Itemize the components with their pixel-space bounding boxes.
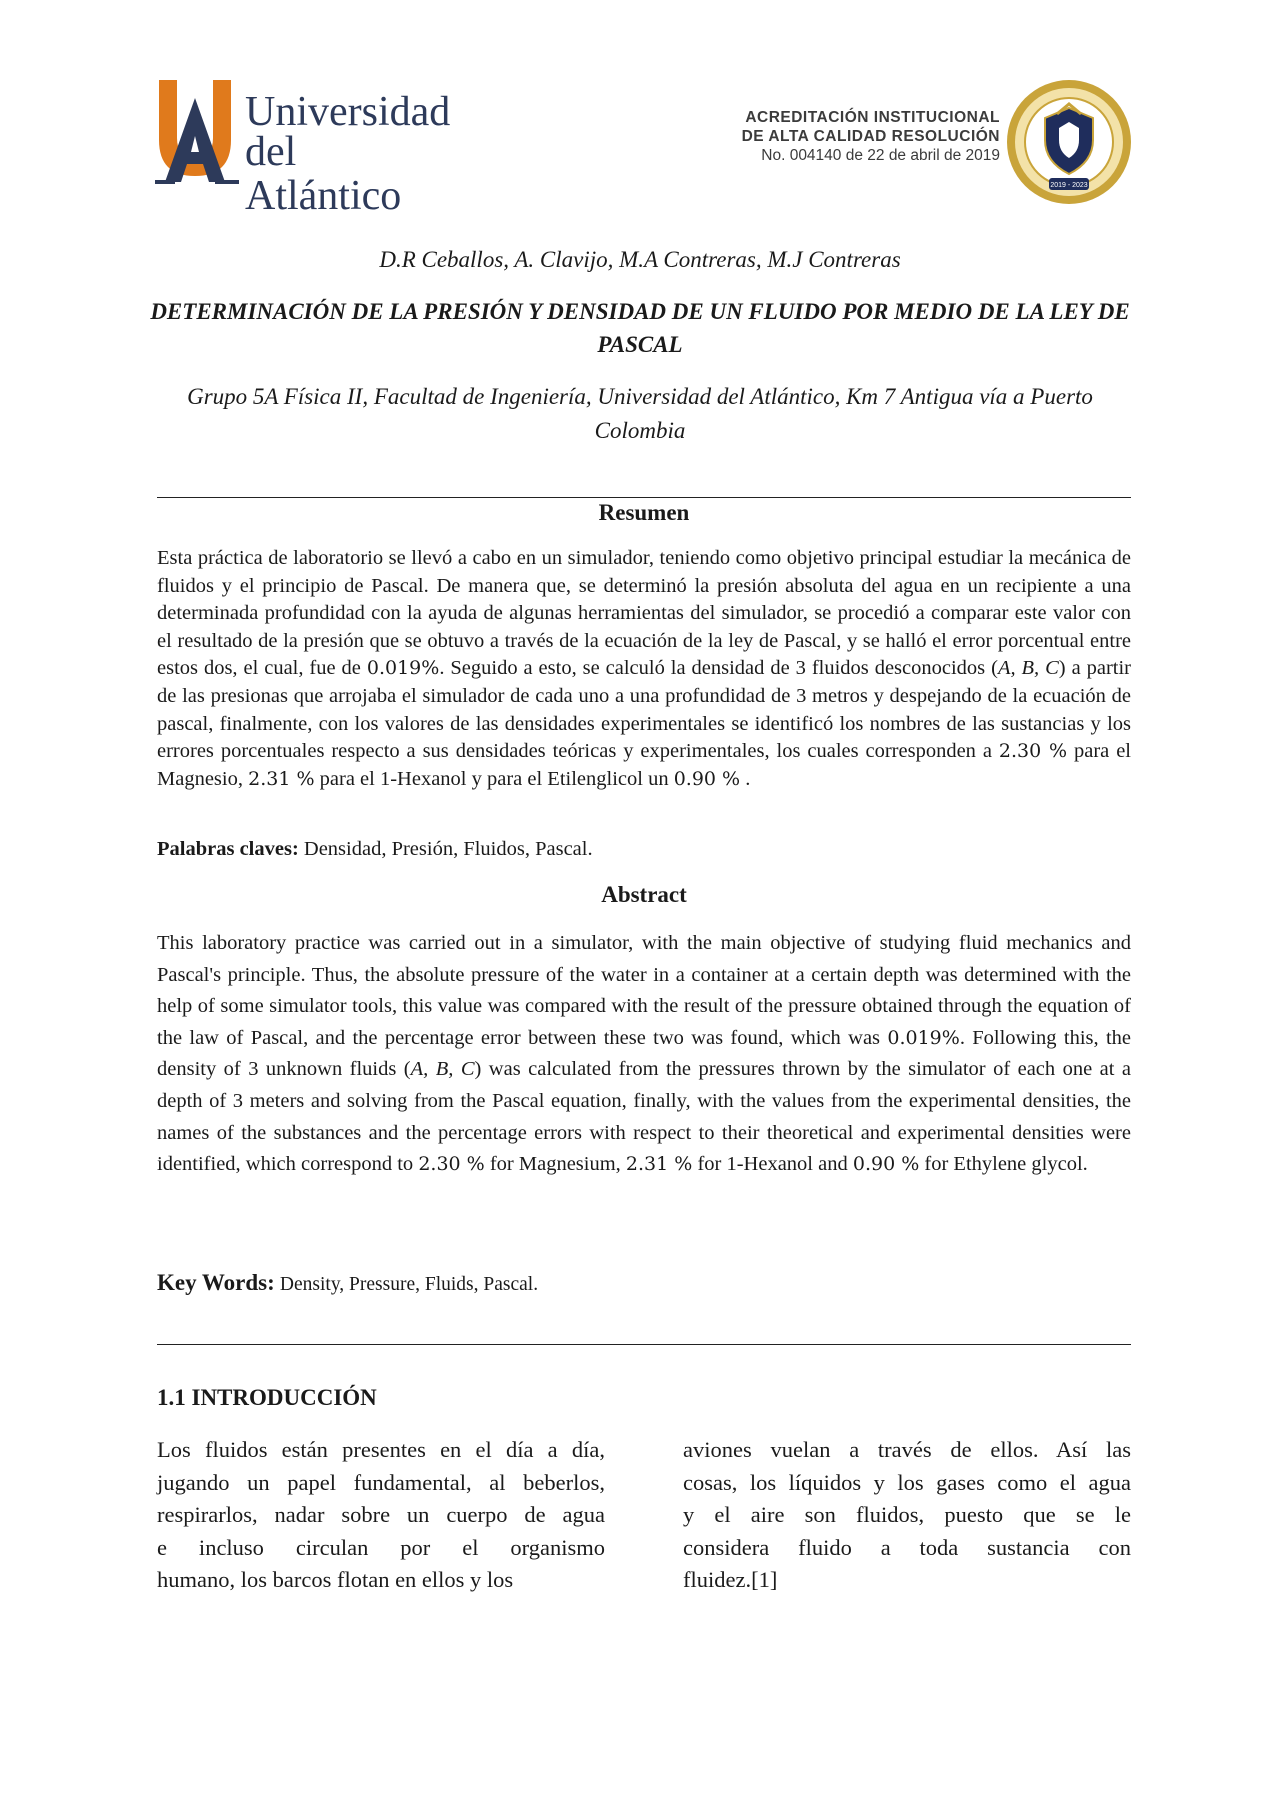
accreditation-line1: ACREDITACIÓN INSTITUCIONAL: [745, 109, 1000, 126]
abstract-err-2: 2.31 %: [625, 1153, 693, 1176]
resumen-text: Esta práctica de laboratorio se llevó a cabo en un simulador, teniendo como objetivo principal estudiar la mecánica de fluidos y el principio de Pascal. De manera que, se determinó la presión absoluta del agua en un recipiente a una determinada profundidad con la ayuda de algunas herramientas del simulador, se procedió a comparar este valor con el resultado de la presión que se obtuvo a través de la ecuación de la ley de Pascal, y se halló el error porcentual entre estos dos, el cual, fue de 0.019%. Seguido a esto, se calculó la densidad de 3 fluidos desconocidos (A, B, C) a partir de las presionas que arrojaba el simulador de cada uno a una profundidad de 3 metros y despejando de la ecuación de pascal, finalmente, con los valores de las densidades experimentales se identificó los nombres de las sustancias y los errores porcentuales respecto a sus densidades teóricas y experimentales, los cuales corresponden a 2.30 % para el Magnesio, 2.31 % para el 1-Hexanol y para el Etilenglicol un 0.90 % .: [157, 547, 1131, 790]
keywords-values: Densidad, Presión, Fluidos, Pascal.: [303, 838, 593, 860]
introduction-column-left: [157, 1434, 605, 1597]
accreditation-block: [700, 108, 1000, 165]
accreditation-line2: DE ALTA CALIDAD RESOLUCIÓN: [741, 128, 1000, 145]
accreditation-line3: No. 004140 de 22 de abril de 2019: [761, 147, 1000, 164]
key-words-label: Key Words:: [157, 1270, 275, 1295]
authors: D.R Ceballos, A. Clavijo, M.A Contreras, M.J Contreras: [379, 247, 901, 272]
intro-left-line: respirarlos, nadar sobre un cuerpo de agua: [157, 1502, 605, 1527]
key-words-values: Density, Pressure, Fluids, Pascal.: [279, 1274, 539, 1295]
resumen-err-1: 2.30 %: [998, 740, 1068, 763]
intro-left-line: e incluso circulan por el organismo: [157, 1534, 605, 1560]
abstract-text: This laboratory practice was carried out in a simulator, with the main objective of studying fluid mechanics and Pascal's principle. Thus, the absolute pressure of the water in a container at a certain depth was determined with the help of some simulator tools, this value was compared with the result of the pressure obtained through the equation of the law of Pascal, and the percentage error between these two was found, which was 0.019%. Following this, the density of 3 unknown fluids (A, B, C) was calculated from the pressures thrown by the simulator of each one at a depth of 3 meters and solving from the Pascal equation, finally, with the values from the experimental densities, the names of the substances and the percentage errors with respect to their theoretical and experimental densities were identified, which correspond to 2.30 % for Magnesium, 2.31 % for 1-Hexanol and 0.90 % for Ethylene glycol.: [157, 932, 1131, 1176]
intro-right-line: considera fluido a toda sustancia con: [683, 1534, 1131, 1560]
resumen-heading: Resumen: [598, 500, 690, 525]
divider-bottom: [157, 1344, 1131, 1345]
seal-years: 2019 - 2023: [1050, 182, 1088, 189]
logo-text-line2: del Atlántico: [245, 129, 402, 219]
intro-right-line: y el aire son fluidos, puesto que se le: [683, 1502, 1131, 1527]
resumen-err-3: 0.90 %: [673, 767, 741, 790]
resumen-fluids: A, B, C: [997, 657, 1059, 680]
paper-title: DETERMINACIÓN DE LA PRESIÓN Y DENSIDAD DE UN FLUIDO POR MEDIO DE LA LEY DE PASCAL: [150, 299, 1130, 357]
intro-left-line: humano, los barcos flotan en ellos y los: [157, 1567, 514, 1592]
intro-right-line: cosas, los líquidos y los gases como el agua: [683, 1469, 1131, 1495]
abstract-keywords: [157, 1270, 1131, 1296]
introduction-heading: 1.1 INTRODUCCIÓN: [157, 1385, 377, 1410]
logo-text-line1: Universidad: [245, 89, 451, 135]
intro-left-line: jugando un papel fundamental, al beberlos,: [157, 1469, 605, 1495]
abstract-heading: Abstract: [601, 882, 687, 907]
intro-right-line: fluidez.[1]: [683, 1567, 778, 1592]
abstract-err-3: 0.90 %: [852, 1153, 920, 1176]
introduction-column-right: [683, 1434, 1131, 1597]
accreditation-seal-icon: [1005, 78, 1133, 206]
ua-monogram-icon: [155, 78, 243, 186]
resumen-err-2: 2.31 %: [248, 767, 315, 790]
abstract-fluids: A, B, C: [410, 1058, 475, 1081]
intro-right-line: aviones vuelan a través de ellos. Así las: [683, 1437, 1131, 1462]
divider-top: [157, 497, 1131, 498]
affiliation: Grupo 5A Física II, Facultad de Ingeniería, Universidad del Atlántico, Km 7 Antigua vía a Puerto Colombia: [187, 384, 1093, 443]
university-logo: [155, 78, 455, 219]
keywords-label: Palabras claves:: [157, 838, 299, 860]
intro-left-line: Los fluidos están presentes en el día a día,: [157, 1437, 605, 1462]
resumen-error-value: 0.019%: [366, 657, 440, 680]
resumen-keywords: [157, 838, 1131, 861]
abstract-err-1: 2.30 %: [418, 1153, 485, 1176]
abstract-error-value: 0.019%: [887, 1026, 960, 1049]
